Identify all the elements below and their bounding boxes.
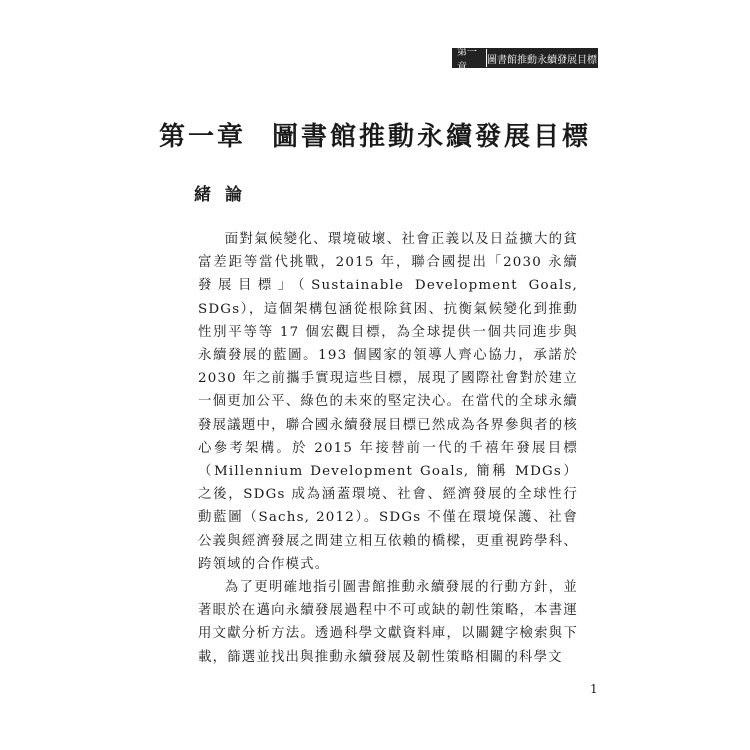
page-number: 1 (590, 682, 598, 696)
chapter-title: 圖書館推動永續發展目標 (272, 122, 592, 152)
running-header (452, 47, 598, 73)
section-heading: 緒論 (194, 185, 256, 205)
running-header-chapter: 第一章 (453, 49, 486, 67)
running-header-title: 圖書館推動永續發展目標 (486, 49, 597, 67)
body-text (198, 228, 578, 669)
paragraph: 為了更明確地指引圖書館推動永續發展的行動方針，並著眼於在邁向永續發展過程中不可或缺的韌性策略，本書運用文獻分析方法。透過科學文獻資料庫，以關鍵字檢索與下載，篩選並找出與推動永續發展及韌性策略相關的科學文 (198, 580, 578, 665)
chapter-number: 第一章 (158, 122, 246, 152)
paragraph: 面對氣候變化、環境破壞、社會正義以及日益擴大的貧富差距等當代挑戰，2015 年，聯合國提出「2030 永續發展目標」（Sustainable Development Goals, SDGs），這個架構包涵從根除貧困、抗衡氣候變化到推動性別平等等 17 個宏觀目標，為全球提供一個共同進步與永續發展的藍圖。193 個國家的領導人齊心協力，承諾於 2030 年之前攜手實現這些目標，展現了國際社會對於建立一個更加公平、綠色的未來的堅定決心。在當代的全球永續發展議題中，聯合國永續發展目標已然成為各界參與者的核心參考架構。於 2015 年接替前一代的千禧年發展目標（Millennium Development Goals, 簡稱 MDGs）之後，SDGs 成為涵蓋環境、社會、經濟發展的全球性行動藍圖（Sachs, 2012）。SDGs 不僅在環境保護、社會公義與經濟發展之間建立相互依賴的橋樑，更重視跨學科、跨領域的合作模式。 (198, 232, 578, 572)
chapter-heading (0, 116, 750, 153)
